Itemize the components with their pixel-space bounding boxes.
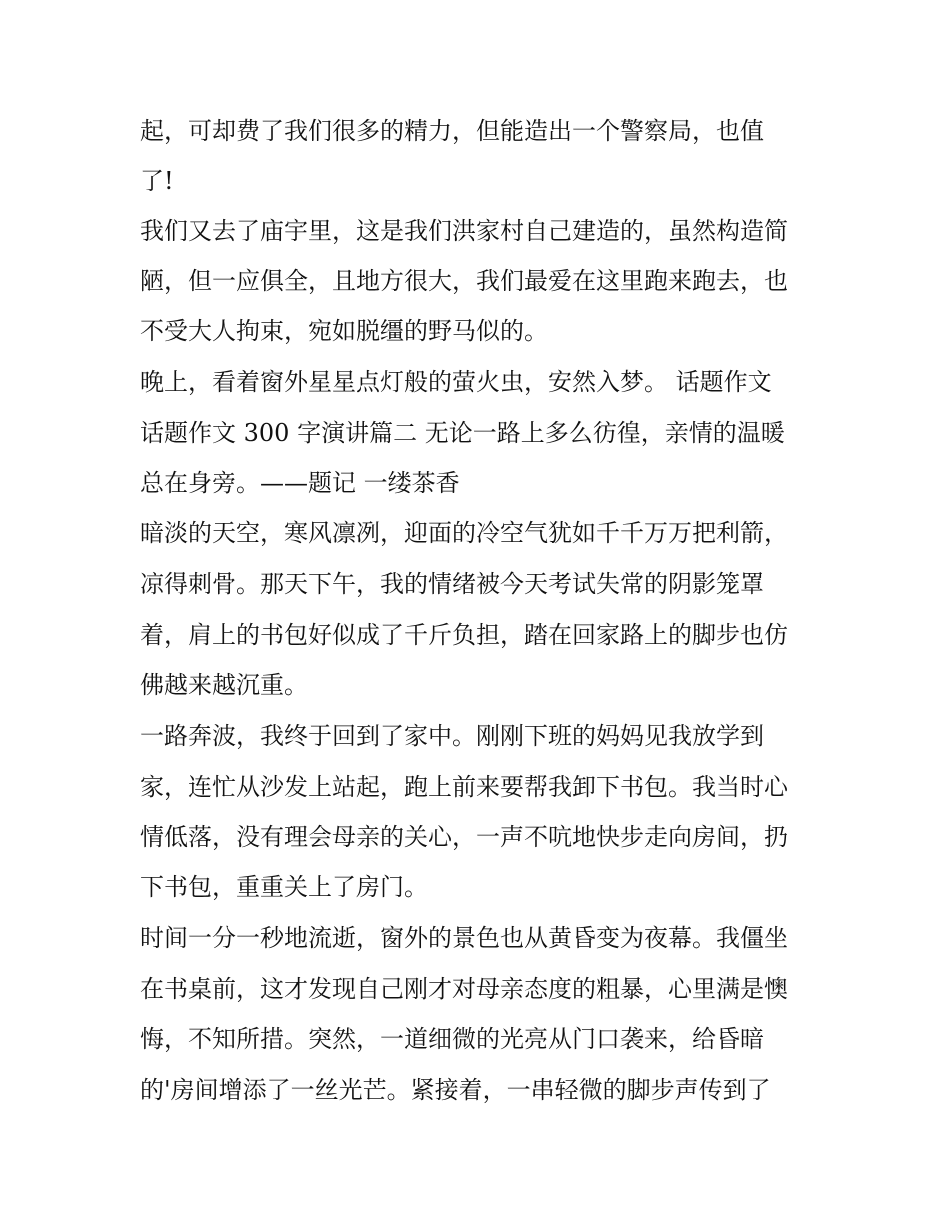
text-line: 起，可却费了我们很多的精力，但能造出一个警察局，也值 [140,117,764,145]
text-line: 了! [140,167,174,195]
text-line: 一路奔波，我终于回到了家中。刚刚下班的妈妈见我放学到 [140,722,764,750]
text-line: 的'房间增添了一丝光芒。紧接着，一串轻微的脚步声传到了 [140,1076,771,1104]
text-line: 悔，不知所措。突然，一道细微的光亮从门口袭来，给昏暗 [140,1025,764,1053]
text-line: 时间一分一秒地流逝，窗外的景色也从黄昏变为夜幕。我僵坐 [140,924,788,952]
text-line: 陋，但一应俱全，且地方很大，我们最爱在这里跑来跑去，也 [140,267,788,295]
text-line: 下书包，重重关上了房门。 [140,873,428,901]
text-line: 着，肩上的书包好似成了千斤负担，踏在回家路上的脚步也仿 [140,621,788,649]
text-line: 总在身旁。——题记 一缕茶香 [140,469,460,497]
text-line: 晚上，看着窗外星星点灯般的萤火虫，安然入梦。 话题作文 [140,368,772,396]
text-line: 佛越来越沉重。 [140,671,308,699]
text-line: 话题作文 300 字演讲篇二 无论一路上多么彷徨，亲情的温暖 [140,419,785,447]
text-line: 在书桌前，这才发现自己刚才对母亲态度的粗暴，心里满是懊 [140,975,788,1003]
text-line: 不受大人拘束，宛如脱缰的野马似的。 [140,317,548,345]
text-line: 我们又去了庙宇里，这是我们洪家村自己建造的，虽然构造简 [140,217,788,245]
text-line: 情低落，没有理会母亲的关心，一声不吭地快步走向房间，扔 [140,823,788,851]
text-line: 暗淡的天空，寒风凛冽，迎面的冷空气犹如千千万万把利箭， [140,519,788,547]
text-line: 家，连忙从沙发上站起，跑上前来要帮我卸下书包。我当时心 [140,773,788,801]
text-line: 凉得刺骨。那天下午，我的情绪被今天考试失常的阴影笼罩 [140,570,764,598]
